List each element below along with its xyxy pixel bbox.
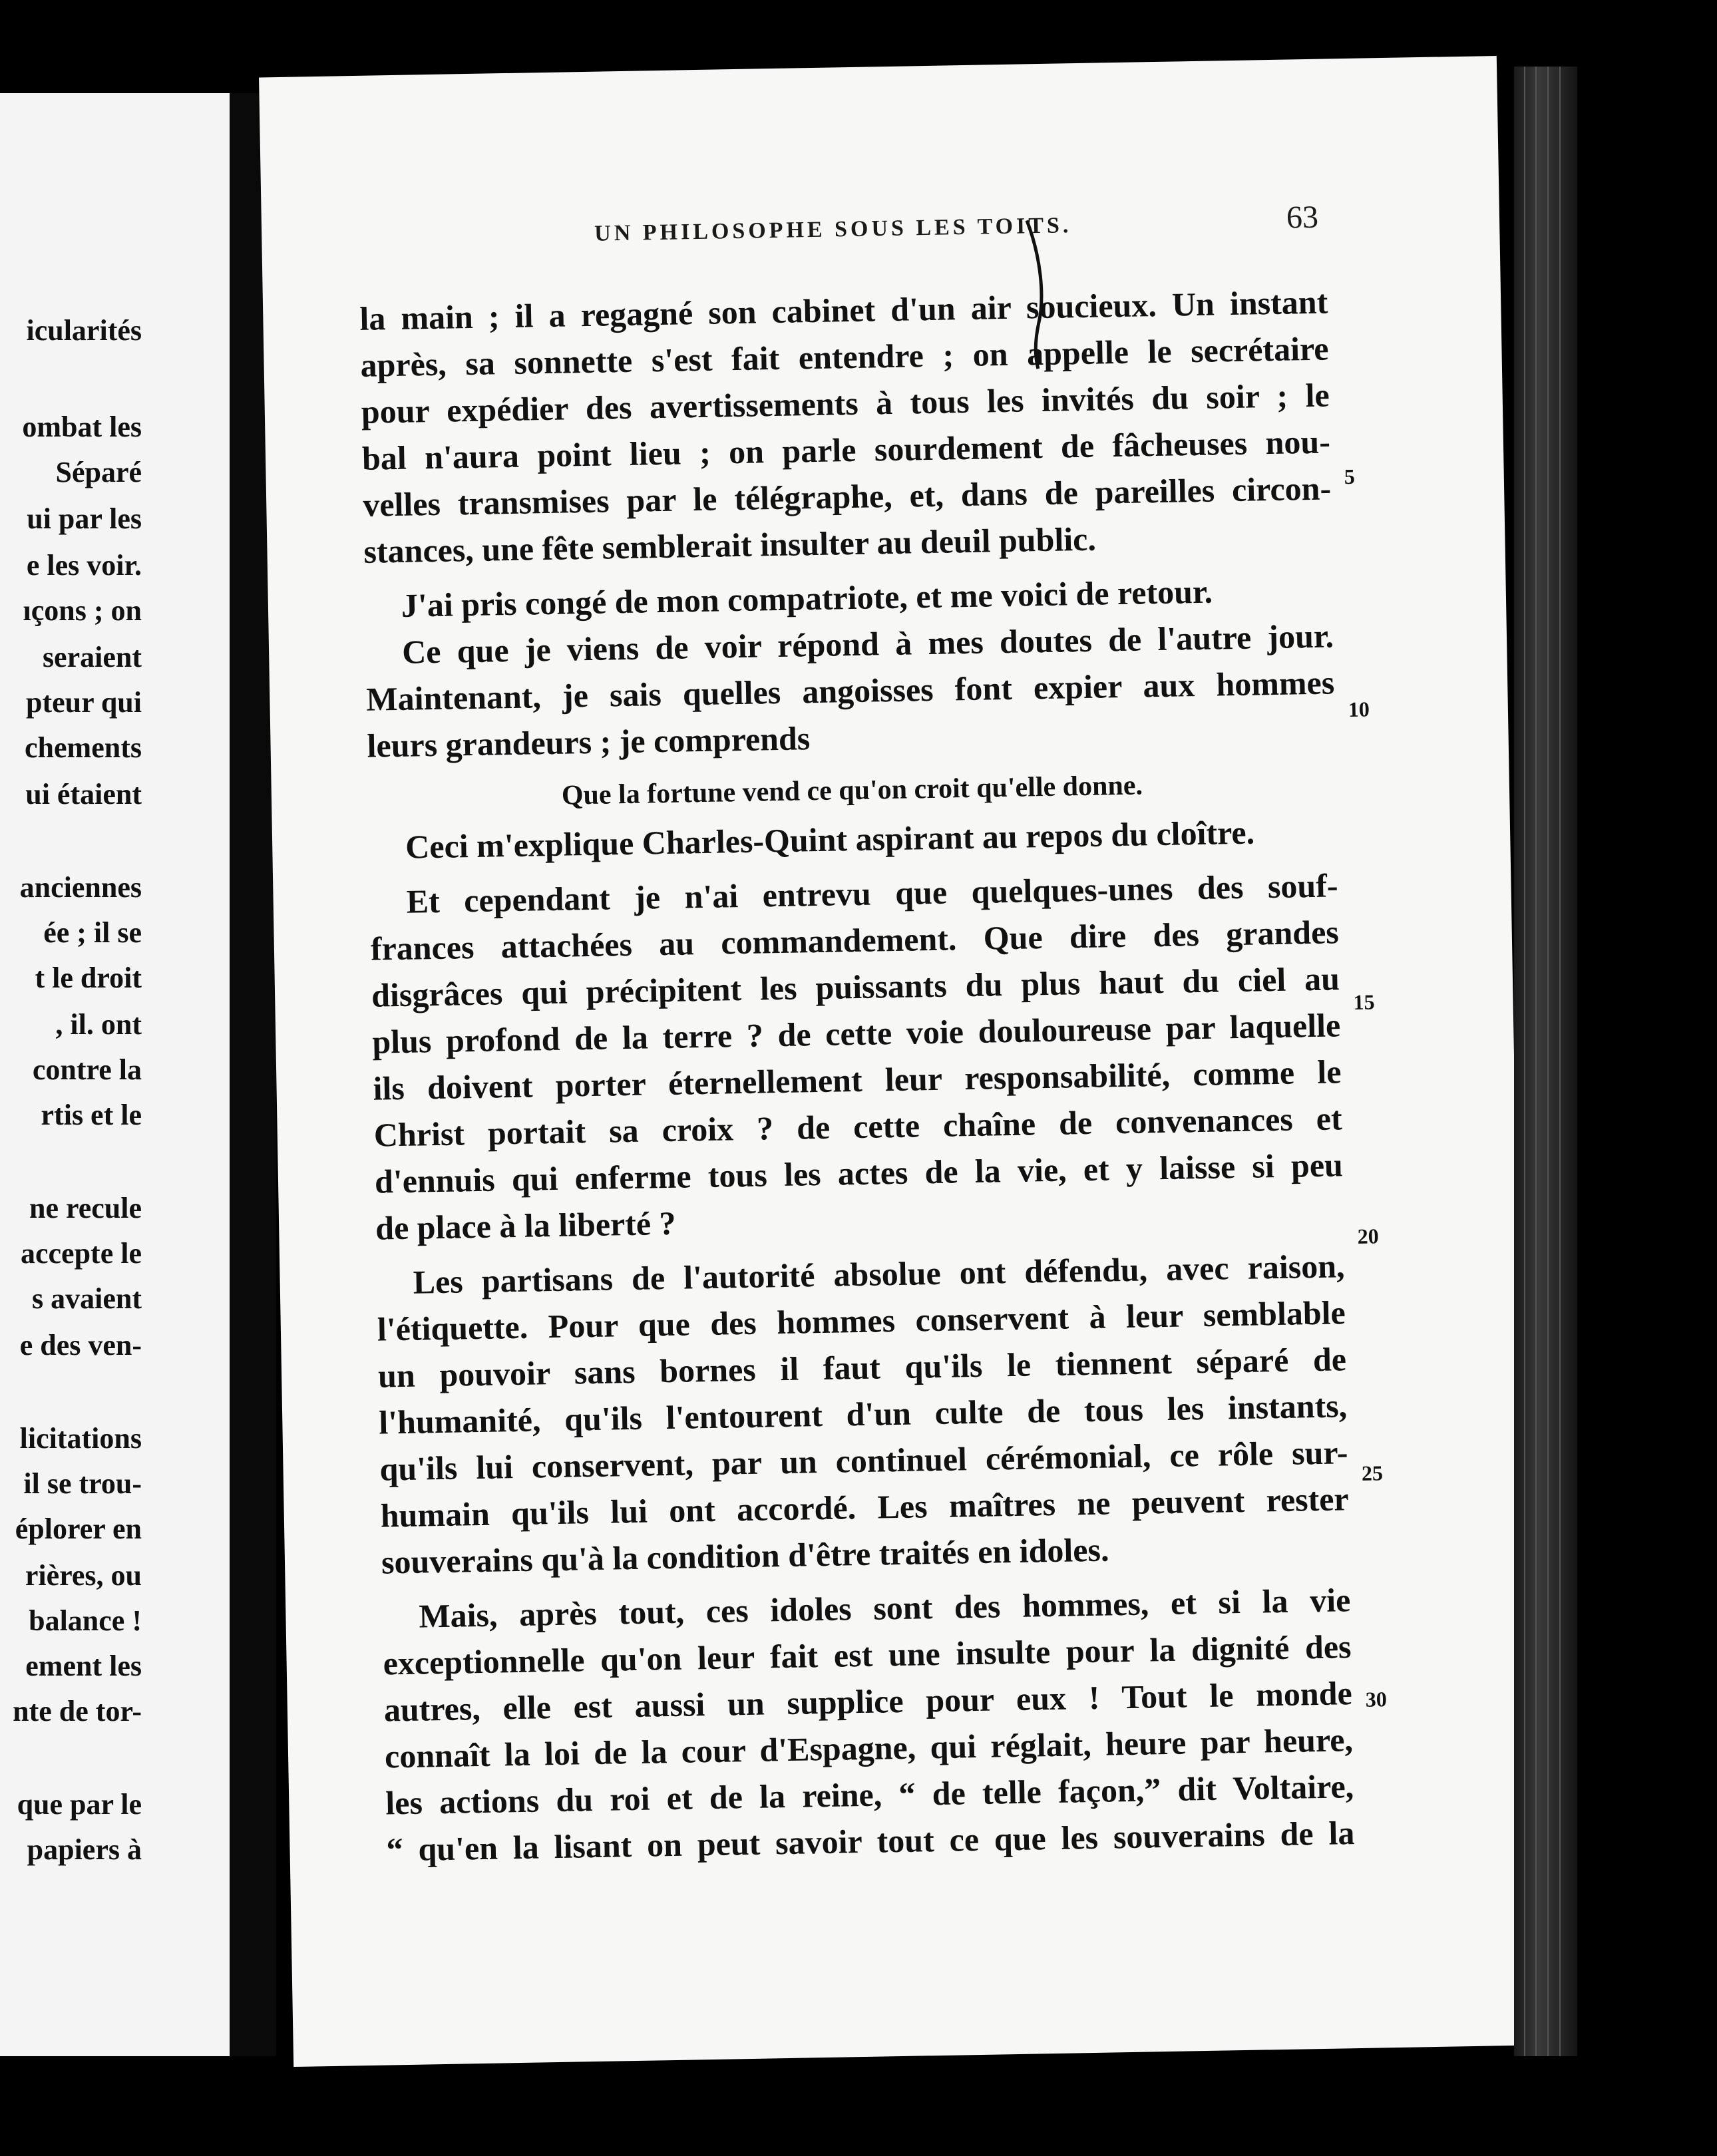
text-line: velles transmises par le télégraphe, et, dans de pareilles circon- [362, 469, 1332, 524]
left-page-fragment [0, 93, 230, 2056]
left-page-line: e des ven- [19, 1329, 142, 1361]
left-page-line: t le droit [35, 962, 142, 994]
text-line: pour expédier des avertissements à tous les invités du soir ; le [361, 376, 1330, 431]
verse-quotation: Que la fortune vend ce qu'on croit qu'elle donne. [561, 770, 1143, 811]
text-line: un pouvoir sans bornes il faut qu'ils le tiennent séparé de [377, 1340, 1347, 1395]
text-line: Ce que je viens de voir répond à mes doutes de l'autre jour. [401, 617, 1334, 671]
left-page-line: ıçons ; on [23, 594, 142, 627]
left-page-line: s avaient [32, 1282, 142, 1315]
text-line: les actions du roi et de la reine, “ de telle façon,” dit Voltaire, [385, 1767, 1354, 1822]
left-page-line: anciennes [19, 871, 142, 904]
left-page-line: rières, ou [25, 1559, 142, 1592]
left-page-line: seraient [42, 641, 142, 673]
left-page-line: que par le [17, 1788, 142, 1821]
text-line: leurs grandeurs ; je comprends [367, 719, 811, 765]
line-number: 30 [1365, 1687, 1388, 1711]
line-number: 20 [1357, 1224, 1380, 1248]
text-line: bal n'aura point lieu ; on parle sourdement de fâcheuses nou- [361, 423, 1331, 477]
left-page-line: , il. ont [55, 1008, 142, 1041]
text-line: souverains qu'à la condition d'être traités en idoles. [381, 1530, 1109, 1581]
line-number: 15 [1353, 989, 1375, 1014]
text-line: l'humanité, qu'ils l'entourent d'un culte de tous les instants, [378, 1387, 1348, 1441]
left-page-line: nte de tor- [13, 1695, 142, 1727]
line-number: 25 [1361, 1461, 1384, 1485]
text-line: d'ennuis qui enferme tous les actes de la vie, et y laisse si peu [374, 1146, 1344, 1200]
left-page-line: il se trou- [23, 1467, 142, 1500]
text-line: Mais, après tout, ces idoles sont des hommes, et si la vie [418, 1581, 1351, 1635]
text-line: Christ portait sa croix ? de cette chaîne de convenances et [373, 1099, 1343, 1154]
text-line: Maintenant, je sais quelles angoisses font expier aux hommes [365, 663, 1335, 718]
left-page-line: e les voir. [26, 549, 142, 582]
page-number: 63 [1286, 199, 1319, 236]
left-page-line: papiers à [27, 1833, 142, 1866]
text-line: Et cependant je n'ai entrevu que quelques-unes des souf- [406, 866, 1338, 920]
left-page-line: chements [25, 731, 142, 764]
left-page-line: éplorer en [15, 1513, 142, 1545]
text-line: humain qu'ils lui ont accordé. Les maîtres ne peuvent rester [380, 1480, 1350, 1534]
left-page-line: contre la [32, 1053, 142, 1086]
line-number: 5 [1344, 464, 1356, 489]
text-line: “ qu'en la lisant on peut savoir tout ce que les souverains de la [386, 1814, 1355, 1869]
text-line: J'ai pris congé de mon compatriote, et me voici de retour. [401, 572, 1213, 624]
left-page-line: balance ! [29, 1604, 142, 1637]
left-page-line: rtis et le [41, 1099, 142, 1131]
text-line: disgrâces qui précipitent les puissants du plus haut du ciel au [371, 960, 1340, 1014]
text-line: Ceci m'explique Charles-Quint aspirant au repos du cloître. [405, 813, 1255, 866]
left-page-line: ée ; il se [43, 916, 142, 949]
left-page-line: icularités [26, 314, 142, 347]
left-page-line: accepte le [21, 1237, 142, 1270]
text-line: l'étiquette. Pour que des hommes conservent à leur semblable [377, 1294, 1346, 1348]
line-number: 10 [1348, 697, 1370, 722]
left-page-line: ui par les [27, 502, 142, 535]
page-edge-stack [1514, 67, 1577, 2056]
left-page-line: licitations [19, 1422, 142, 1455]
text-line: après, sa sonnette s'est fait entendre ; on appelle le secrétaire [360, 329, 1329, 384]
text-line: Les partisans de l'autorité absolue ont défendu, avec raison, [413, 1247, 1345, 1301]
body-text [359, 278, 1355, 1873]
main-page [259, 56, 1531, 2067]
text-line: ils doivent porter éternellement leur responsabilité, comme le [373, 1053, 1342, 1107]
text-line: la main ; il a regagné son cabinet d'un air soucieux. Un instant [359, 283, 1328, 337]
text-line: qu'ils lui conservent, par un continuel cérémonial, ce rôle sur- [379, 1433, 1348, 1488]
text-line: frances attachées au commandement. Que dire des grandes [370, 913, 1340, 968]
left-page-line: Séparé [55, 456, 142, 488]
text-line: de place à la liberté ? [375, 1204, 676, 1247]
text-line: stances, une fête semblerait insulter au deuil public. [363, 520, 1097, 570]
text-line: exceptionnelle qu'on leur fait est une insulte pour la dignité des [383, 1628, 1352, 1682]
left-page-line: ne recule [29, 1192, 142, 1224]
text-line: plus profond de la terre ? de cette voie douloureuse par laquelle [371, 1006, 1341, 1061]
left-page-line: ombat les [22, 411, 142, 443]
left-page-line: ui étaient [25, 778, 142, 810]
text-line: connaît la loi de la cour d'Espagne, qui réglait, heure par heure, [384, 1721, 1354, 1775]
text-line: autres, elle est aussi un supplice pour eux ! Tout le monde [383, 1674, 1353, 1729]
left-page-line: pteur qui [25, 686, 142, 719]
left-page-line: ement les [25, 1650, 142, 1682]
running-head: UN PHILOSOPHE SOUS LES TOITS. [594, 213, 1072, 246]
